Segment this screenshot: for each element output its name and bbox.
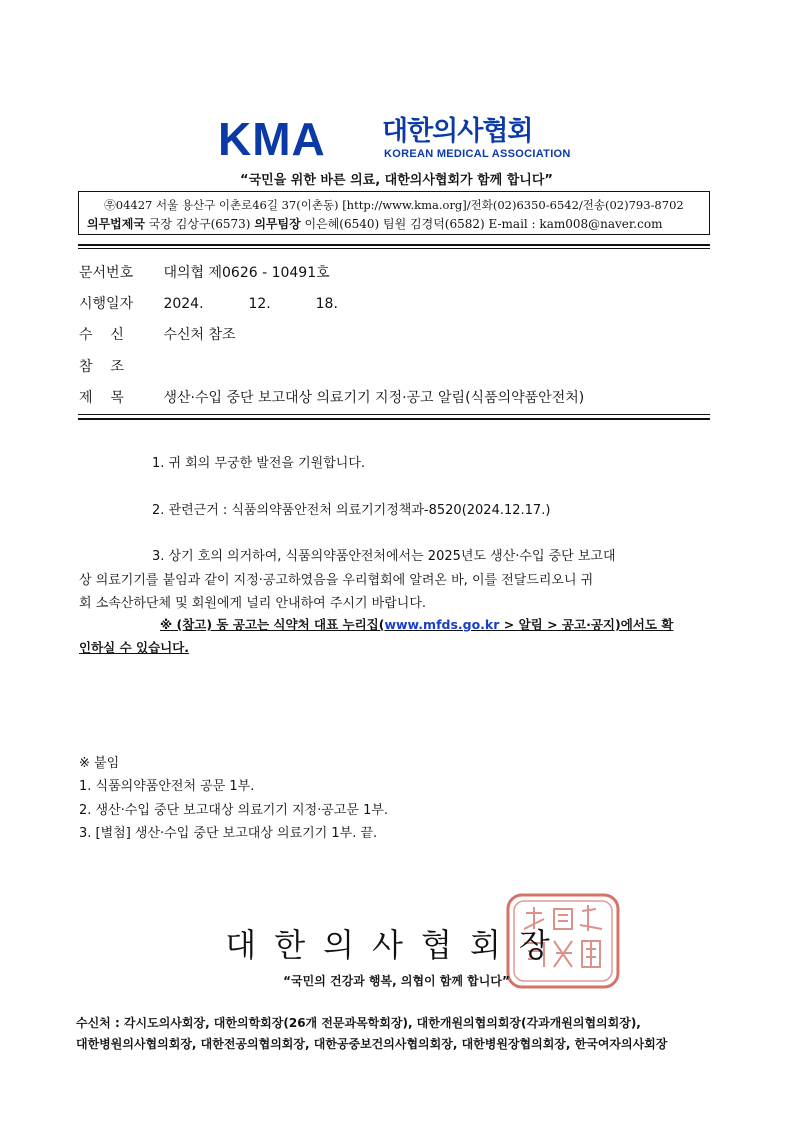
paragraph-3-line-3: 회 소속산하단체 및 회원에게 널리 안내하여 주시기 바랍니다. xyxy=(79,596,427,611)
paragraph-3-line-2: 상 의료기기를 붙임과 같이 지정·공고하였음을 우리협회에 알려온 바, 이를 전달드리오니 귀 xyxy=(79,573,594,588)
attachments-title: ※ 붙임 xyxy=(79,756,120,771)
recipients-line-2: 대한병원의사협의회장, 대한전공의협의회장, 대한공중보건의사협의회장, 대한병원장협의회장, 한국여자의사회장 xyxy=(76,1037,668,1051)
logo-english-text: KOREAN MEDICAL ASSOCIATION xyxy=(384,148,571,160)
paragraph-1: 1. 귀 회의 무궁한 발전을 기원합니다. xyxy=(152,456,366,471)
meta-divider xyxy=(78,414,710,415)
doc-number-label: 문서번호 xyxy=(79,265,134,281)
reference-label: 참 조 xyxy=(79,359,124,375)
subject-row xyxy=(79,387,584,407)
reference-note-line-2: 인하실 수 있습니다. xyxy=(79,640,190,655)
attachment-item-1: 1. 식품의약품안전처 공문 1부. xyxy=(79,779,255,794)
doc-number-value: 대의협 제0626 - 10491호 xyxy=(163,265,330,281)
header-divider-thin xyxy=(78,248,710,249)
team-people: 이은혜(6540) 팀원 김경덕(6582) E-mail : kam008@naver.com xyxy=(304,217,663,231)
team-label: 의무팀장 xyxy=(254,217,301,231)
paragraph-3-line-1: 3. 상기 호의 의거하여, 식품의약품안전처에서는 2025년도 생산·수입 중단 보고대 xyxy=(152,549,616,564)
dept-head: 국장 김상구(6573) xyxy=(148,217,251,231)
note-suffix: > 알림 > 공고·공지)에서도 확 xyxy=(499,617,674,632)
footer-slogan: “국민의 건강과 행복, 의협이 함께 합니다” xyxy=(283,974,510,988)
recipients-line-1: 수신처 : 각시도의사회장, 대한의학회장(26개 전문과목학회장), 대한개원의협의회장(각과개원의협의회장), xyxy=(76,1016,641,1030)
header-slogan: “국민을 위한 바른 의료, 대한의사협회가 함께 합니다” xyxy=(240,173,553,188)
mfds-link[interactable]: www.mfds.go.kr xyxy=(384,617,500,632)
date-year: 2024. xyxy=(163,296,204,312)
date-label: 시행일자 xyxy=(79,296,134,312)
kma-logo xyxy=(218,113,578,165)
attachment-item-3: 3. [별첨] 생산·수입 중단 보고대상 의료기기 1부. 끝. xyxy=(79,826,378,841)
meta-divider-thick xyxy=(78,418,710,420)
date-row xyxy=(79,293,338,313)
subject-value: 생산·수입 중단 보고대상 의료기기 지정·공고 알림(식품의약품안전처) xyxy=(163,390,585,406)
date-day: 18. xyxy=(315,296,338,312)
logo-kma-text: KMA xyxy=(218,113,326,165)
contact-info-box xyxy=(78,191,710,235)
recipient-label: 수 신 xyxy=(79,327,124,343)
paragraph-2: 2. 관련근거 : 식품의약품안전처 의료기기정책과-8520(2024.12.17.) xyxy=(152,503,551,518)
subject-label: 제 목 xyxy=(79,390,124,406)
note-prefix: ※ (참고) 동 공고는 식약처 대표 누리집( xyxy=(160,617,385,632)
reference-row xyxy=(79,356,159,376)
recipient-row xyxy=(79,324,236,344)
logo-korean-text: 대한의사협회 xyxy=(382,116,533,147)
sender-title: 대한의사협회장 xyxy=(225,926,568,964)
recipient-value: 수신처 참조 xyxy=(163,327,236,343)
header-divider xyxy=(78,244,710,246)
contact-line xyxy=(87,215,662,232)
doc-number-row xyxy=(79,262,330,282)
address-line: ㉾04427 서울 용산구 이촌로46길 37(이촌동) [http://www.kma.org]/전화(02)6350-6542/전송(02)793-8702 xyxy=(104,198,684,212)
dept-label: 의무법제국 xyxy=(87,217,145,231)
date-month: 12. xyxy=(248,296,271,312)
attachment-item-2: 2. 생산·수입 중단 보고대상 의료기기 지정·공고문 1부. xyxy=(79,803,389,818)
reference-note xyxy=(160,615,673,633)
